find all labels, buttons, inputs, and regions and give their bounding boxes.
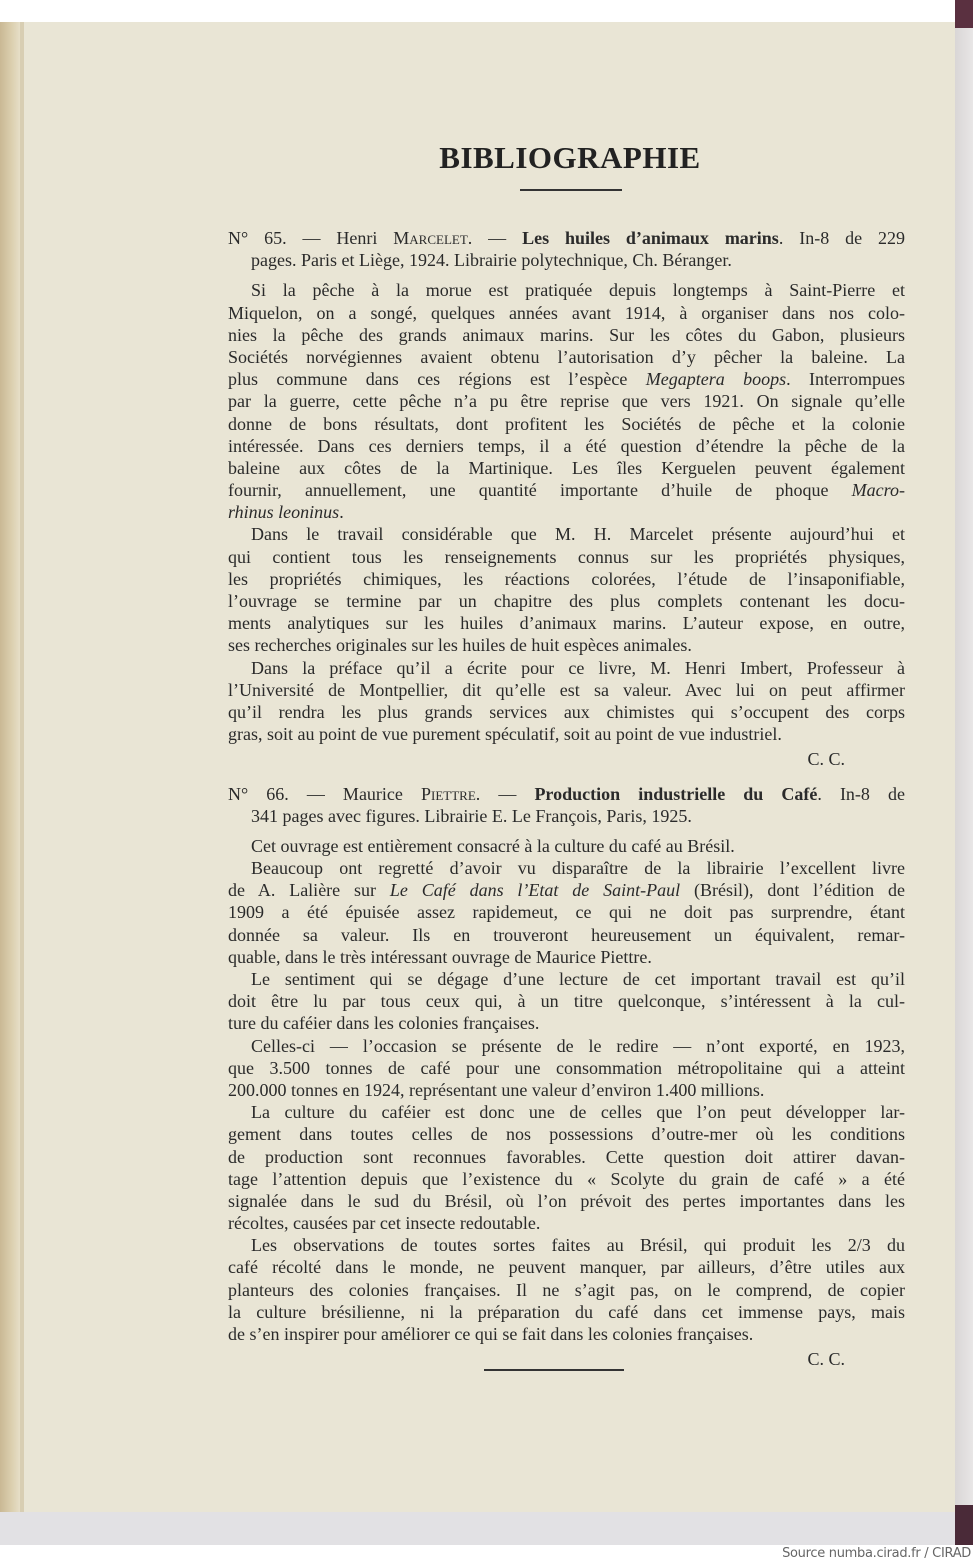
italic-text: Megaptera boops: [645, 369, 787, 390]
text-line: [228, 302, 905, 324]
text-span: Celles-ci — l’occasion se présente de le redire — n’ont exporté, en 1923,: [251, 1035, 905, 1056]
scan-bottom-strip: [0, 1512, 955, 1545]
text-span: La culture du caféier est donc une de celles que l’on peut développer lar-: [251, 1102, 905, 1123]
paragraph: [228, 835, 905, 857]
text-line: [228, 701, 905, 723]
text-line: [228, 968, 905, 990]
page-edge-left: [0, 22, 20, 1525]
text-span: l’ouvrage se termine par un chapitre des plus complets contenant les docu-: [228, 591, 905, 611]
bibliography-entry: [228, 227, 905, 771]
book-cover-corner-top: [955, 0, 973, 28]
text-span: . —: [467, 228, 523, 248]
text-span: fournir, annuellement, une quantité importante d’huile de phoque: [228, 480, 852, 501]
text-line: [228, 1057, 905, 1079]
text-span: par la guerre, cette pêche n’a pu être reprise que vers 1921. On signale qu’elle: [228, 391, 905, 412]
book-cover-corner-bottom: [955, 1505, 973, 1545]
text-span: planteurs des colonies françaises. Il ne s’agit pas, on le comprend, de copier: [228, 1279, 905, 1300]
text-span: de A. Lalière sur: [228, 880, 390, 901]
paragraph: [228, 857, 905, 968]
text-line: [228, 835, 905, 857]
text-line: [228, 346, 905, 368]
text-span: ture du caféier dans les colonies françaises.: [228, 1013, 540, 1034]
text-line: [228, 1190, 905, 1212]
text-span: 341 pages avec figures. Librairie E. Le François, Paris, 1925.: [251, 805, 692, 826]
entry-header: [228, 783, 905, 827]
text-line: [228, 723, 905, 745]
text-line: [228, 1212, 905, 1234]
italic-text: Le Café dans l’Etat de Saint-Paul: [389, 880, 681, 901]
text-span: qu’il rendra les plus grands services aux chimistes qui s’occupent des corps: [228, 701, 905, 722]
text-span: . —: [475, 783, 535, 804]
text-span: l’Université de Montpellier, dit qu’elle est sa valeur. Avec lui on peut affirmer: [228, 679, 905, 700]
text-span: gras, soit au point de vue purement spéculatif, soit au point de vue industriel.: [228, 724, 782, 745]
text-line: [228, 990, 905, 1012]
text-span: Beaucoup ont regretté d’avoir vu disparaître de la librairie l’excellent livre: [251, 858, 905, 879]
text-span: que 3.500 tonnes de café pour une consommation métropolitaine qui a atteint: [228, 1057, 905, 1078]
bibliography-entry: [228, 783, 905, 1371]
paragraph: [228, 657, 905, 746]
text-line: [228, 435, 905, 457]
text-line: [228, 457, 905, 479]
text-span: (Brésil), dont l’édition de: [680, 880, 906, 901]
text-line: [228, 1168, 905, 1190]
text-line: [228, 1234, 905, 1256]
text-span: intéressée. Dans ces derniers temps, il a été question d’étendre la pêche de la: [228, 435, 905, 456]
text-span: Miquelon, on a songé, quelques années avant 1914, à organiser dans nos colo-: [228, 302, 905, 323]
text-line: [228, 679, 905, 701]
end-rule: [484, 1369, 624, 1371]
text-span: nies la pêche des grands animaux marins. Sur les côtes du Gabon, plusieurs: [228, 324, 905, 345]
text-line: [228, 1146, 905, 1168]
text-span: . In-8 de 229: [778, 228, 905, 248]
text-span: baleine aux côtes de la Martinique. Les îles Kerguelen peuvent également: [228, 457, 905, 478]
text-span: récoltes, causées par cet insecte redoutable.: [228, 1213, 541, 1234]
text-span: les propriétés chimiques, les réactions colorées, l’étude de l’insaponifiable,: [228, 568, 905, 589]
text-line: [228, 1101, 905, 1123]
book-cover-edge: [955, 22, 973, 1545]
reviewer-signature: C. C.: [807, 1349, 845, 1370]
text-line: [228, 857, 905, 879]
text-line: [228, 501, 905, 523]
entry-header: [228, 227, 905, 271]
entry-review: [228, 835, 905, 1345]
text-span: pages. Paris et Liège, 1924. Librairie polytechnique, Ch. Béranger.: [251, 250, 732, 271]
text-span: qui contient tous les renseignements connus sur les propriétés physiques,: [228, 546, 905, 567]
text-line: [228, 479, 905, 501]
paragraph: [228, 1035, 905, 1102]
paragraph: [228, 523, 905, 656]
text-span: donne de bons résultats, dont profitent les Sociétés de pêche et la colonie: [228, 413, 905, 434]
text-span: Si la pêche à la morue est pratiquée depuis longtemps à Saint-Pierre et: [251, 280, 905, 301]
text-span: .: [339, 502, 344, 523]
text-line: [228, 1323, 905, 1345]
text-line: [228, 901, 905, 923]
text-line: [228, 523, 905, 545]
italic-text: Macro-: [851, 480, 905, 501]
text-span: donnée sa valeur. Ils en trouveront heureusement un équivalent, remar-: [228, 924, 905, 945]
italic-text: rhinus leoninus: [228, 502, 340, 523]
text-line: [228, 1123, 905, 1145]
text-span: ments analytiques sur les huiles d’animaux marins. L’auteur expose, en outre,: [228, 613, 905, 634]
text-span: de production sont reconnues favorables. Cette question doit attirer davan-: [228, 1146, 905, 1167]
text-span: gement dans toutes celles de nos possessions d’outre-mer où les conditions: [228, 1124, 905, 1145]
text-line: [228, 368, 905, 390]
text-line: [228, 946, 905, 968]
text-span: tage l’attention depuis que l’existence du « Scolyte du grain de café » a été: [228, 1168, 905, 1189]
book-title: Les huiles d’animaux marins: [522, 228, 779, 248]
text-line: [228, 324, 905, 346]
text-span: café récolté dans le monde, ne peuvent manquer, par ailleurs, d’être utiles aux: [228, 1257, 905, 1278]
paragraph: [228, 1101, 905, 1234]
book-title: Production industrielle du Café: [534, 783, 818, 804]
text-span: Cet ouvrage est entièrement consacré à la culture du café au Brésil.: [251, 835, 735, 856]
text-span: 200.000 tonnes en 1924, représentant une valeur d’environ 1.400 millions.: [228, 1079, 765, 1100]
text-span: plus commune dans ces régions est l’espèce: [228, 369, 646, 390]
text-span: la culture brésilienne, ni la préparation du café dans cet immense pays, mais: [228, 1301, 905, 1322]
text-span: N° 66. — Maurice: [228, 783, 421, 804]
text-span: signalée dans le sud du Brésil, où l’on prévoit des pertes importantes dans les: [228, 1190, 905, 1211]
paragraph: [228, 968, 905, 1035]
text-line: [228, 805, 905, 827]
text-line: [228, 1279, 905, 1301]
title-underline: [520, 189, 622, 191]
text-line: [228, 546, 905, 568]
text-line: [228, 227, 905, 249]
text-span: doit être lu par tous ceux qui, à un titre quelconque, s’intéressent à la cul-: [228, 991, 905, 1012]
text-line: [228, 413, 905, 435]
paragraph: [228, 279, 905, 523]
text-line: [228, 1301, 905, 1323]
page-title: BIBLIOGRAPHIE: [439, 140, 701, 175]
text-line: [228, 879, 905, 901]
author-name: Marcelet: [393, 228, 468, 248]
text-line: [228, 249, 905, 271]
text-span: . Interrompues: [786, 369, 906, 390]
text-line: [228, 1035, 905, 1057]
text-line: [228, 1012, 905, 1034]
source-credit: Source numba.cirad.fr / CIRAD: [782, 1546, 971, 1561]
text-span: Dans la préface qu’il a écrite pour ce livre, M. Henri Imbert, Professeur à: [251, 657, 905, 678]
text-line: [228, 657, 905, 679]
paragraph: [228, 1234, 905, 1345]
text-span: quable, dans le très intéressant ouvrage de Maurice Piettre.: [228, 946, 652, 967]
entry-review: [228, 279, 905, 745]
text-span: . In-8 de: [817, 783, 905, 804]
text-line: [228, 924, 905, 946]
text-line: [228, 1256, 905, 1278]
page-edge-left-inner: [20, 22, 24, 1525]
text-span: Dans le travail considérable que M. H. Marcelet présente aujourd’hui et: [251, 524, 905, 545]
text-line: [228, 390, 905, 412]
text-line: [228, 783, 905, 805]
text-line: [228, 568, 905, 590]
reviewer-signature: C. C.: [807, 749, 845, 770]
text-span: Sociétés norvégiennes avaient obtenu l’autorisation d’y pêcher la baleine. La: [228, 346, 905, 367]
text-span: N° 65. — Henri: [228, 228, 394, 248]
text-line: [228, 634, 905, 656]
text-span: ses recherches originales sur les huiles de huit espèces animales.: [228, 635, 692, 656]
text-span: Le sentiment qui se dégage d’une lecture de cet important travail est qu’il: [251, 969, 905, 989]
text-line: [228, 279, 905, 301]
text-span: Les observations de toutes sortes faites au Brésil, qui produit les 2/3 du: [251, 1235, 905, 1256]
text-line: [228, 590, 905, 612]
text-span: de s’en inspirer pour améliorer ce qui se fait dans les colonies françaises.: [228, 1324, 754, 1344]
bibliography-body: [228, 227, 905, 1370]
text-span: 1909 a été épuisée assez rapidemeut, ce qui ne doit pas surprendre, étant: [228, 902, 905, 923]
text-line: [228, 612, 905, 634]
text-line: [228, 1079, 905, 1101]
author-name: Piettre: [420, 783, 476, 804]
